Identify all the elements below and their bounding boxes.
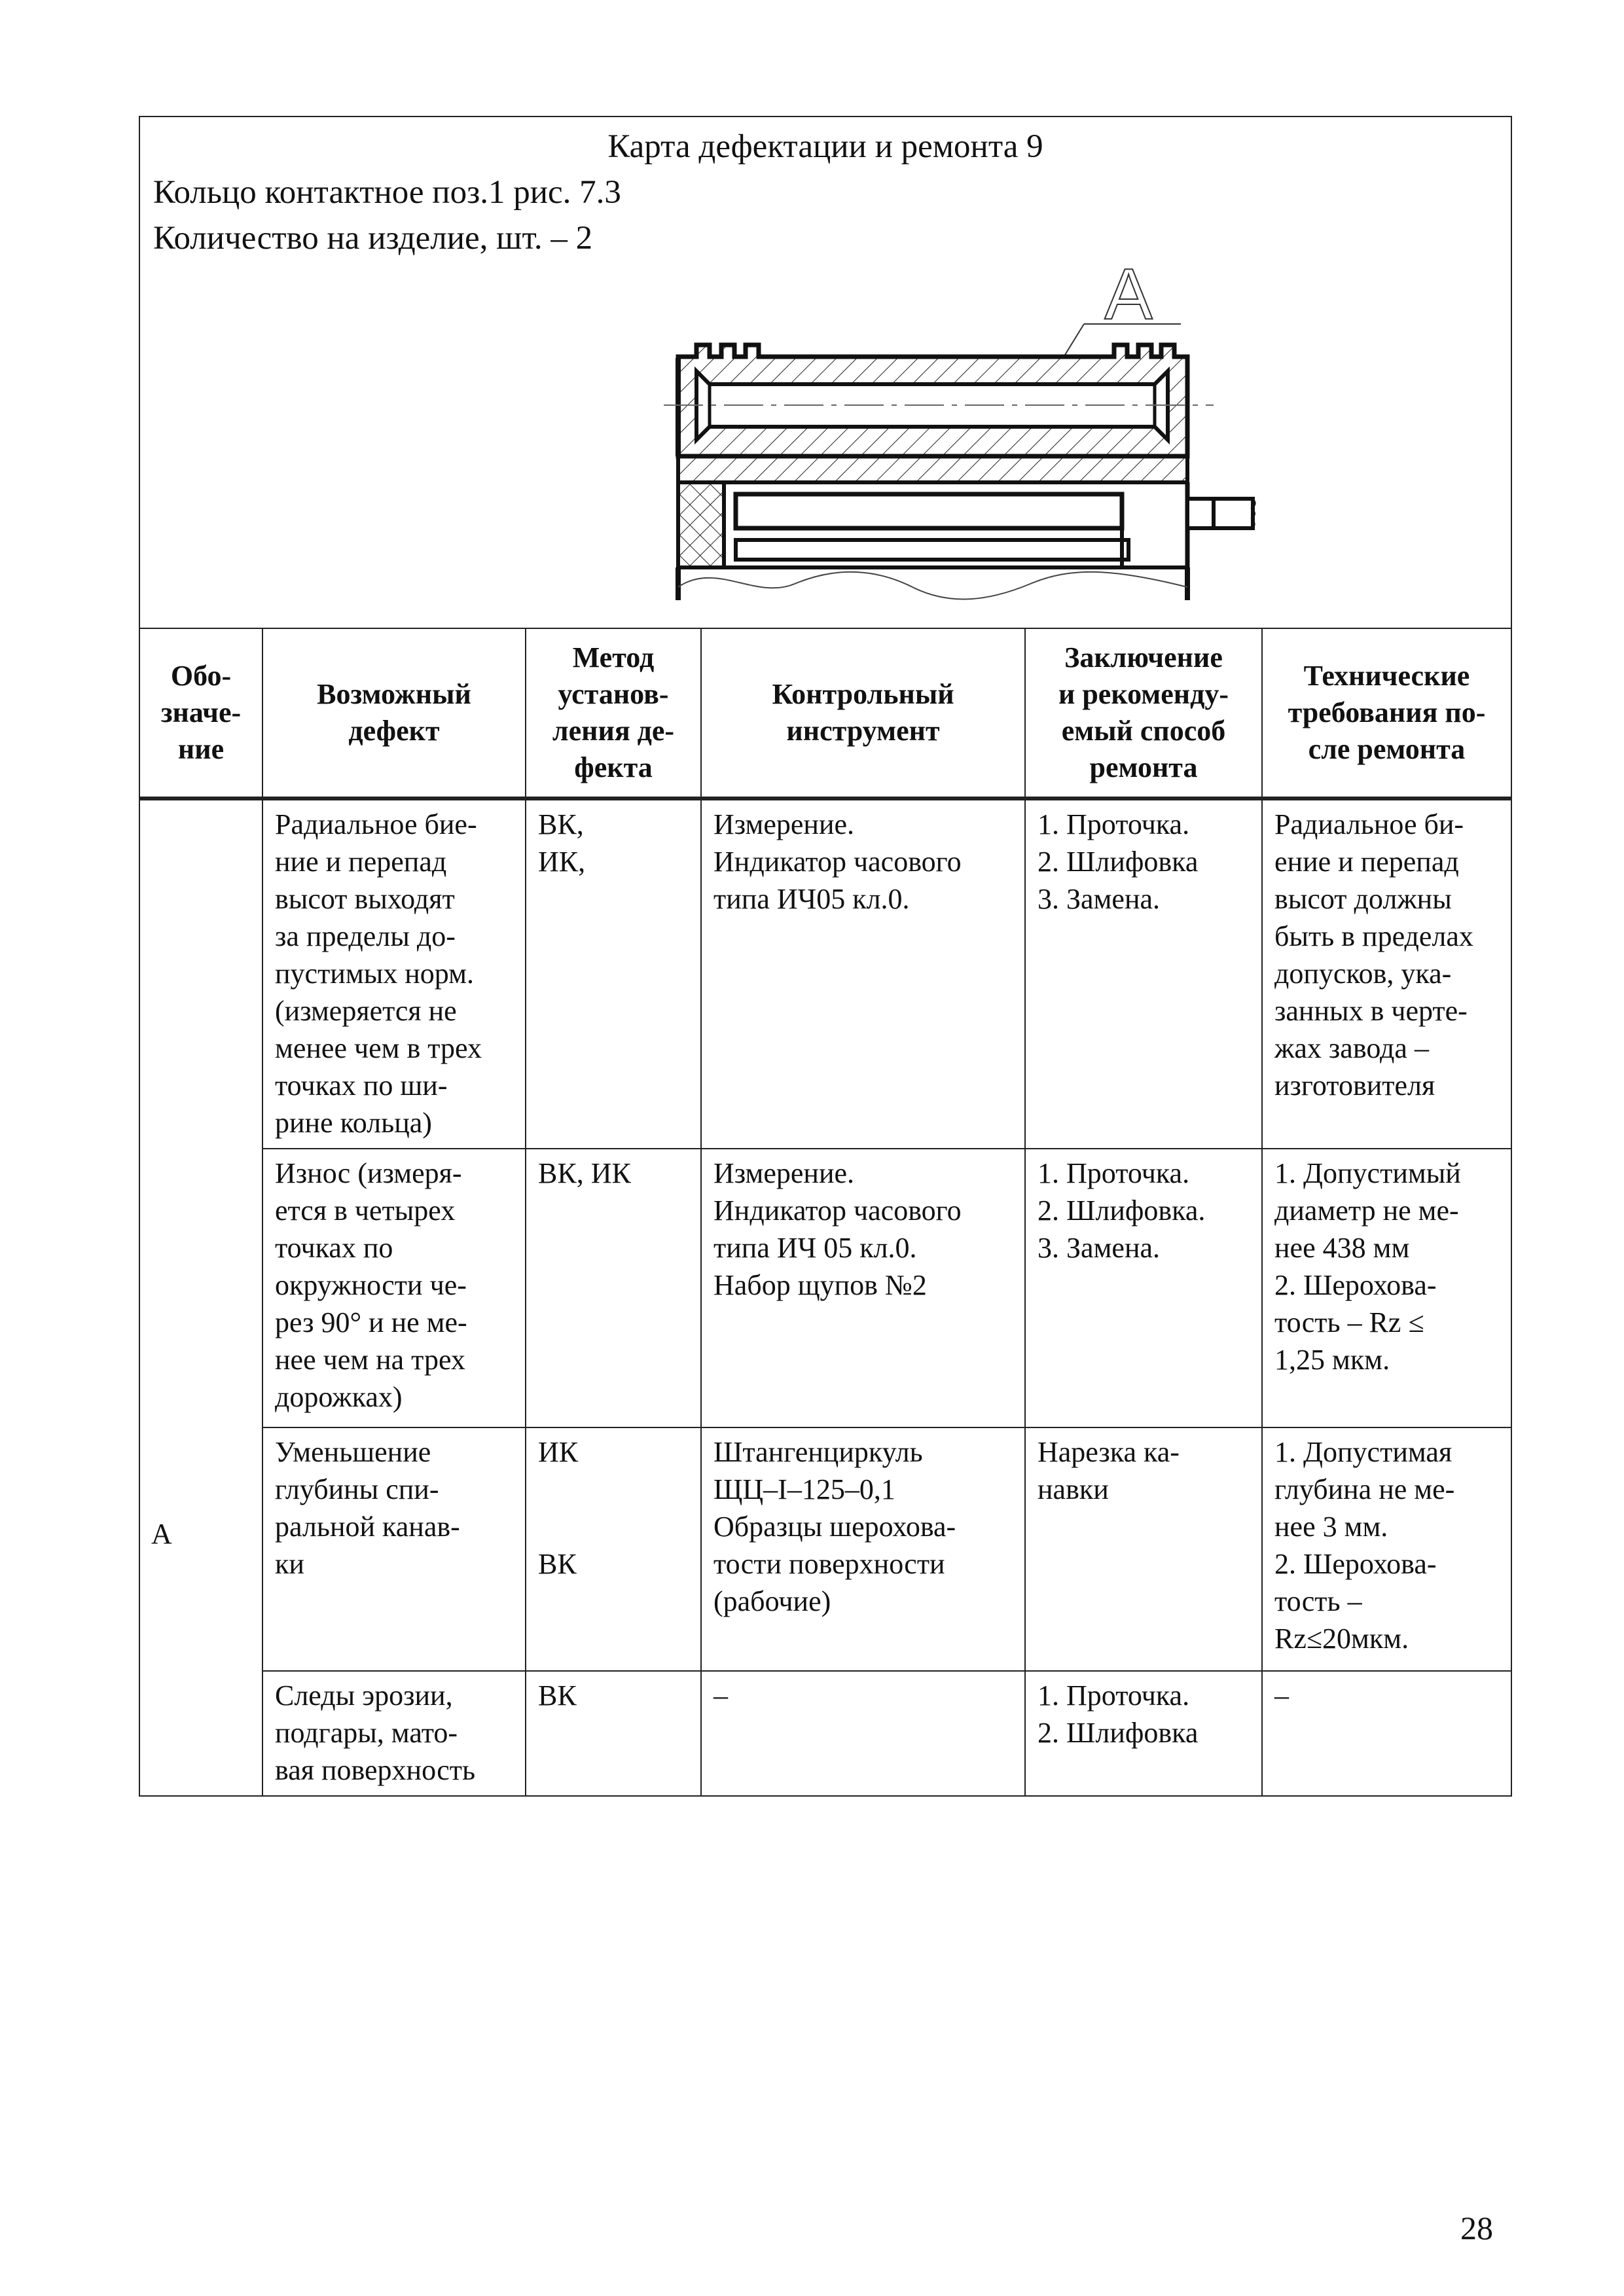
col-header-defect: Возможный дефект — [262, 628, 526, 798]
repair-cell: 1. Проточка. 2. Шлифовка. 3. Замена. — [1025, 1149, 1262, 1427]
table-row — [139, 1427, 1511, 1671]
method-cell: ВК, ИК, — [526, 798, 701, 1149]
col-header-tool: Контрольный инструмент — [701, 628, 1025, 798]
method-cell: ИК ВК — [526, 1427, 701, 1671]
card-header — [139, 116, 1512, 629]
tool-cell: – — [701, 1671, 1025, 1796]
table-header-row — [139, 628, 1511, 798]
defect-card — [139, 116, 1511, 1799]
page-number: 28 — [1460, 2210, 1493, 2246]
requirements-cell: Радиальное би- ение и перепад высот должны быть в пределах допусков, ука- занных в черте- жах завода – изготовителя — [1262, 798, 1511, 1149]
defect-cell: Износ (измеря- ется в четырех точках по окружности че- рез 90° и не ме- нее чем на трех дорожках) — [262, 1149, 526, 1427]
col-header-method: Метод установ- ления де- фекта — [526, 628, 701, 798]
method-cell: ВК — [526, 1671, 701, 1796]
defect-table — [139, 628, 1512, 1797]
ring-section — [664, 345, 1214, 456]
table-row — [139, 1671, 1511, 1796]
part-quantity: Количество на изделие, шт. – 2 — [153, 220, 593, 257]
view-letter-a: А — [1104, 260, 1153, 334]
card-title: Карта дефектации и ремонта 9 — [607, 128, 1043, 165]
requirements-cell: 1. Допустимая глубина не ме- нее 3 мм. 2. Шерохова- тость – Rz≤20мкм. — [1262, 1427, 1511, 1671]
tool-cell: Измерение. Индикатор часового типа ИЧ05 кл.0. — [701, 798, 1025, 1149]
tool-cell: Измерение. Индикатор часового типа ИЧ 05 кл.0. Набор щупов №2 — [701, 1149, 1025, 1427]
requirements-cell: – — [1262, 1671, 1511, 1796]
part-name: Кольцо контактное поз.1 рис. 7.3 — [153, 174, 621, 211]
repair-cell: 1. Проточка. 2. Шлифовка 3. Замена. — [1025, 798, 1262, 1149]
repair-cell: 1. Проточка. 2. Шлифовка — [1025, 1671, 1262, 1796]
designation-value: А — [151, 1518, 172, 1550]
table-row — [139, 798, 1511, 1149]
contact-ring-drawing — [507, 260, 1259, 600]
designation-cell — [139, 798, 262, 1796]
defect-cell: Радиальное бие- ние и перепад высот выходят за пределы до- пустимых норм. (измеряется не менее чем в трех точках по ши- рине кольца) — [262, 798, 526, 1149]
col-header-repair: Заключение и рекоменду- емый способ ремонта — [1025, 628, 1262, 798]
defect-cell: Следы эрозии, подгары, мато- вая поверхность — [262, 1671, 526, 1796]
col-header-requirements: Технические требования по- сле ремонта — [1262, 628, 1511, 798]
method-cell: ВК, ИК — [526, 1149, 701, 1427]
repair-cell: Нарезка ка- навки — [1025, 1427, 1262, 1671]
shaft-assembly — [678, 456, 1255, 600]
requirements-cell: 1. Допустимый диаметр не ме- нее 438 мм 2. Шерохова- тость – Rz ≤ 1,25 мкм. — [1262, 1149, 1511, 1427]
col-header-designation: Обо- значе- ние — [139, 628, 262, 798]
table-row — [139, 1149, 1511, 1427]
tool-cell: Штангенциркуль ЩЦ–I–125–0,1 Образцы шерохова- тости поверхности (рабочие) — [701, 1427, 1025, 1671]
defect-cell: Уменьшение глубины спи- ральной канав- ки — [262, 1427, 526, 1671]
